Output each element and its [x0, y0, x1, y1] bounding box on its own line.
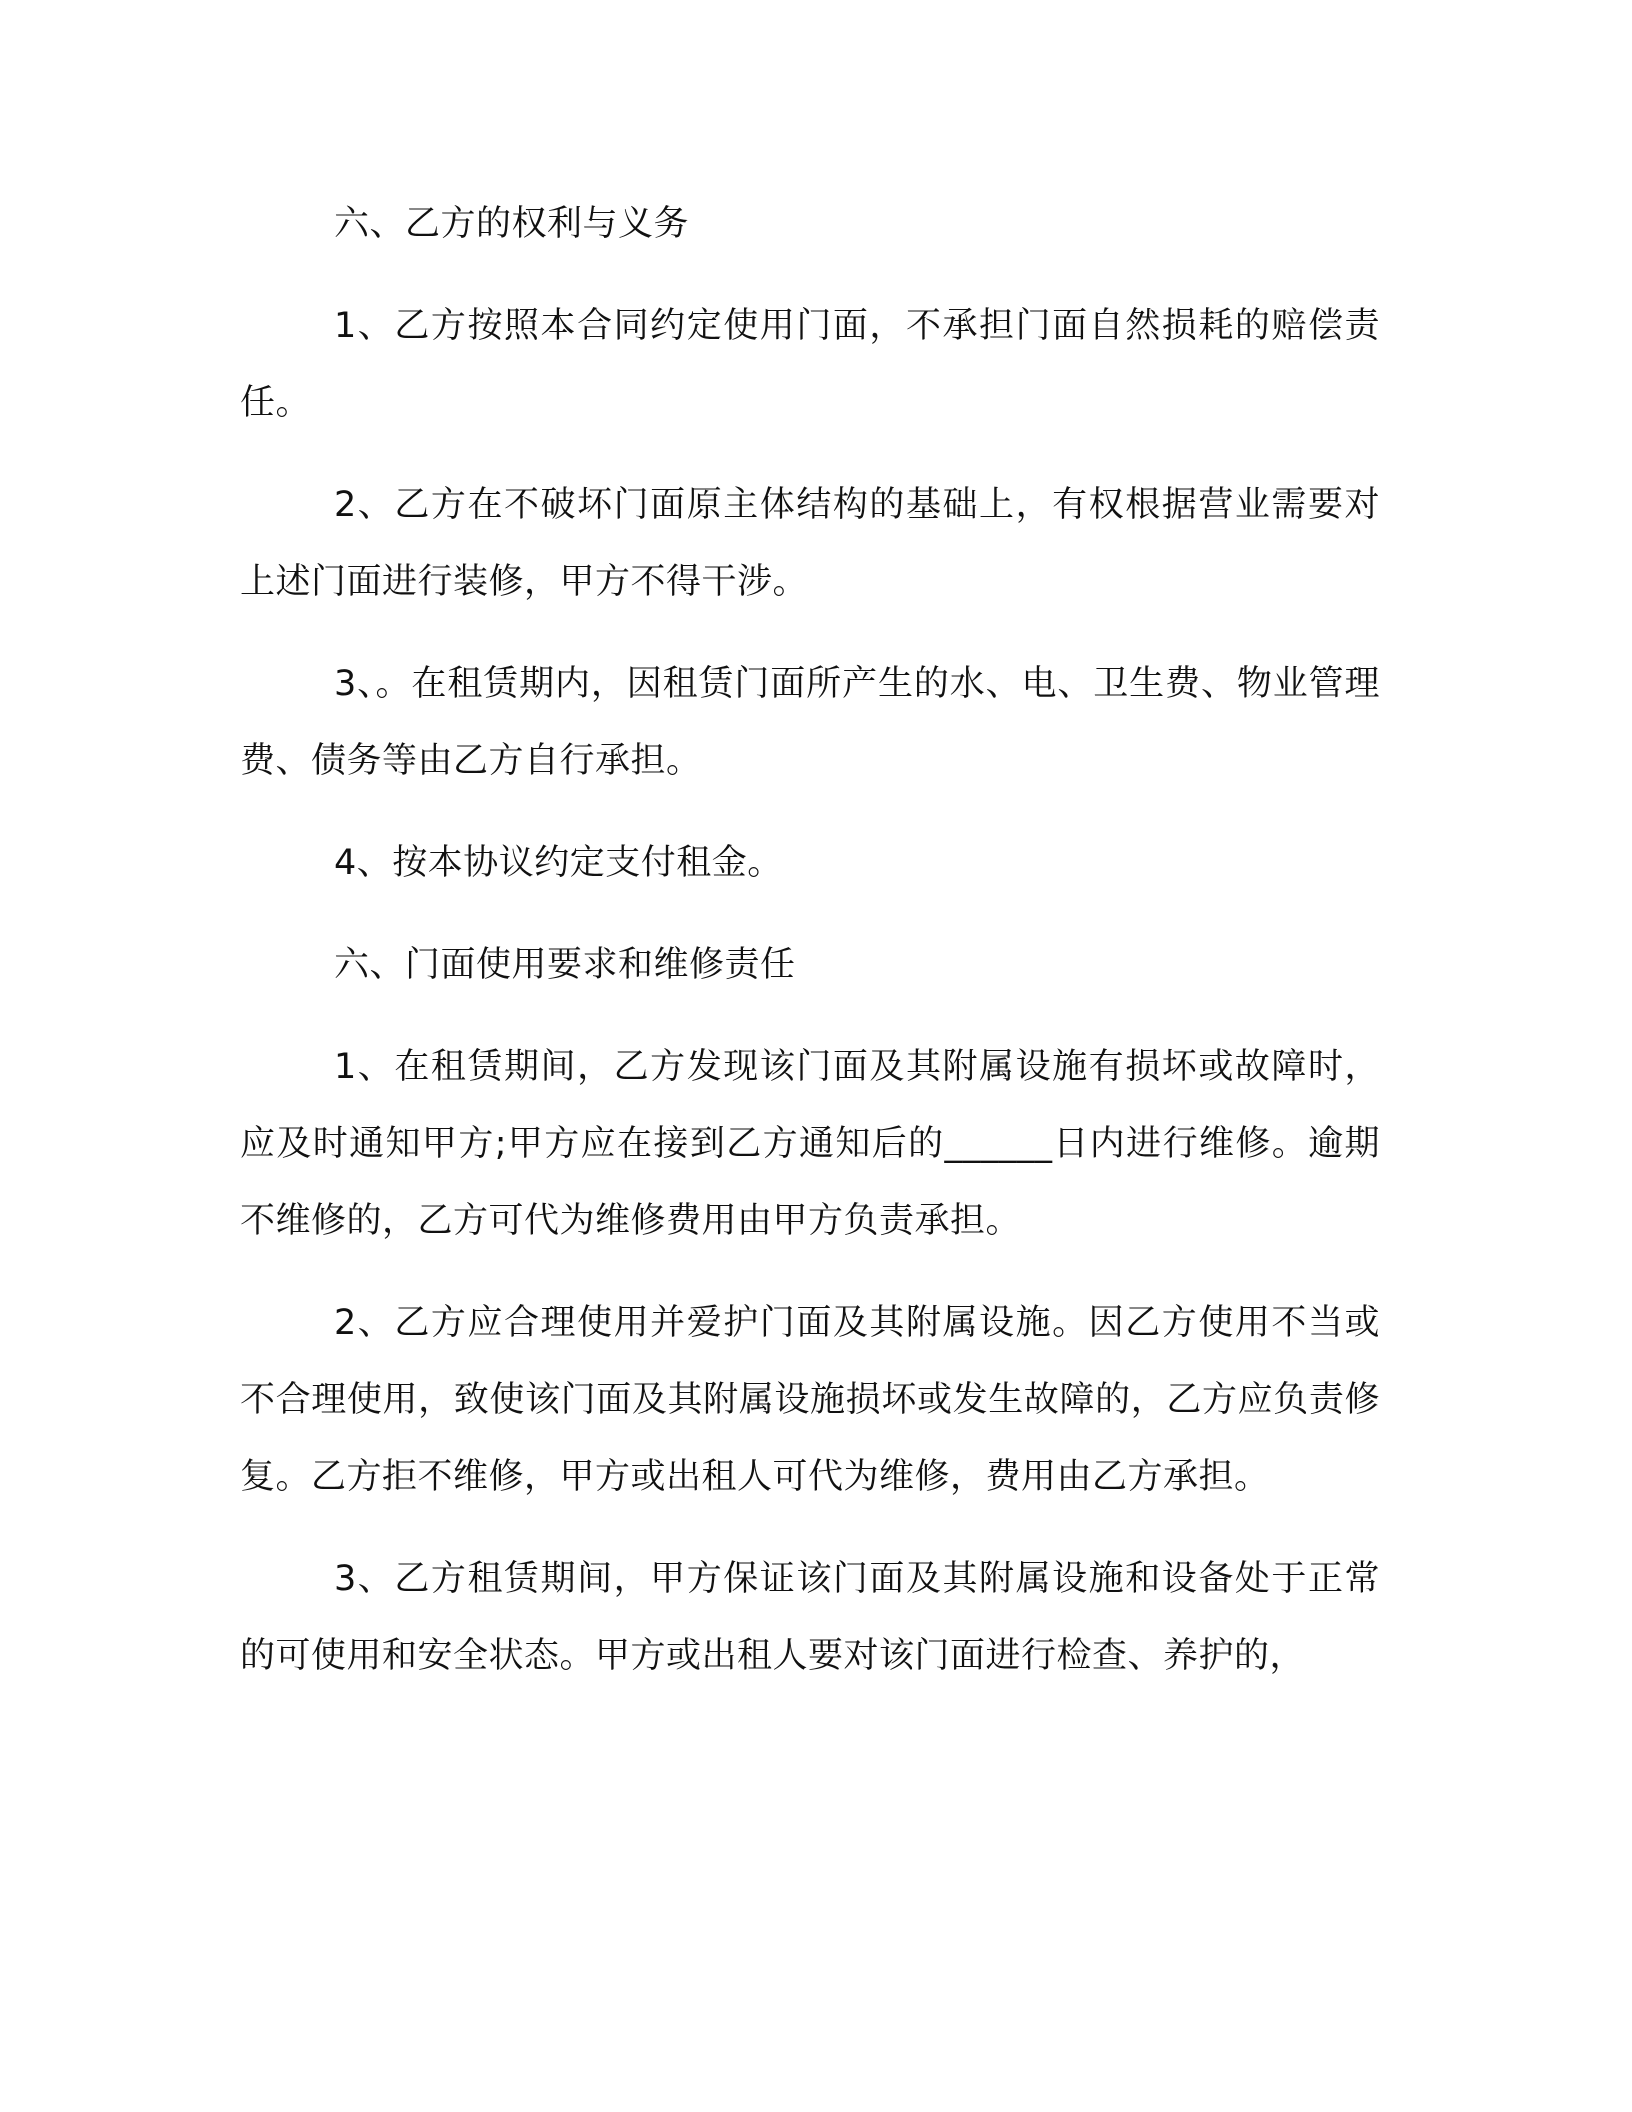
clause-paragraph: 3、。在租赁期内，因租赁门面所产生的水、电、卫生费、物业管理费、债务等由乙方自行承担。	[240, 664, 1380, 781]
clause-paragraph: 4、按本协议约定支付租金。	[334, 843, 783, 883]
section-heading-rights-obligations: 六、乙方的权利与义务	[334, 204, 690, 244]
clause-paragraph: 1、乙方按照本合同约定使用门面，不承担门面自然损耗的赔偿责任。	[240, 306, 1380, 423]
clause-paragraph: 2、乙方应合理使用并爱护门面及其附属设施。因乙方使用不当或不合理使用，致使该门面及其附属设施损坏或发生故障的，乙方应负责修复。乙方拒不维修，甲方或出租人可代为维修，费用由乙方承担。	[240, 1303, 1380, 1497]
clause-paragraph: 2、乙方在不破坏门面原主体结构的基础上，有权根据营业需要对上述门面进行装修，甲方不得干涉。	[240, 485, 1380, 602]
document-body	[240, 186, 1380, 1720]
clause-paragraph: 1、在租赁期间，乙方发现该门面及其附属设施有损坏或故障时，应及时通知甲方;甲方应在接到乙方通知后的______日内进行维修。逾期不维修的，乙方可代为维修费用由甲方负责承担。	[240, 1047, 1380, 1241]
section-heading-usage-maintenance: 六、门面使用要求和维修责任	[334, 945, 796, 985]
clause-paragraph: 3、乙方租赁期间，甲方保证该门面及其附属设施和设备处于正常的可使用和安全状态。甲方或出租人要对该门面进行检查、养护的，	[240, 1559, 1380, 1676]
